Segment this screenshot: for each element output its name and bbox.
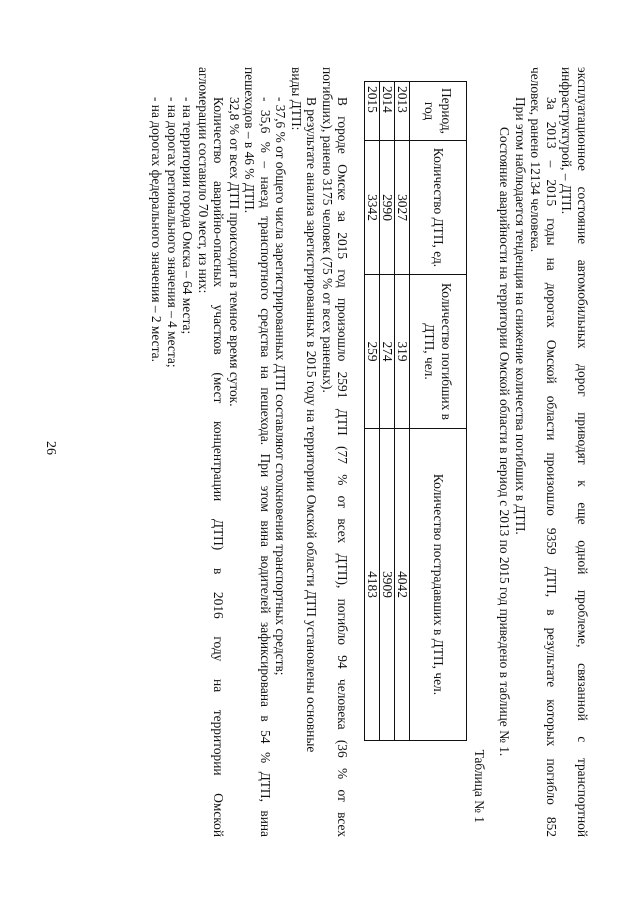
list-item: - на территории города Омска – 64 места;	[180, 97, 196, 335]
table-cell: 3342	[365, 141, 380, 275]
table-cell: 2990	[380, 141, 395, 275]
text-line: инфраструктурой, – ДТП.	[559, 67, 575, 215]
text-line: - 35,6 % – наезд транспортного средства на пешехода. При этом вина водителей зафиксирована в 54 % ДТП, вина	[258, 97, 273, 837]
table-cell: 3027	[395, 141, 410, 275]
table-cell: 3909	[380, 429, 395, 741]
table-cell: 2014	[380, 82, 395, 141]
column-header: Количество погибших в ДТП, чел.	[410, 275, 467, 429]
accident-table	[365, 81, 468, 741]
list-item: - на дорогах федерального значения – 2 места.	[149, 97, 165, 362]
column-header: Количество ДТП, ед.	[410, 141, 467, 275]
text-line: - 37,6 % от общего числа зарегистрированных ДТП составляют столкновения транспортных средств;	[273, 97, 289, 676]
text-line: В результате анализа зарегистрированных в 2015 году на территории Омской области ДТП установлены основные	[304, 97, 320, 753]
table-label: Таблица № 1	[472, 749, 487, 823]
text-line: За 2013 – 2015 годы на дорогах Омской области произошло 9359 ДТП, в результате которых погибло 852	[544, 97, 559, 837]
text-line: В городе Омске за 2015 год произошло 2591 ДТП (77 % от всех ДТП), погибло 94 человека (36 % от всех	[335, 97, 351, 837]
table-cell: 274	[380, 275, 395, 429]
column-header: Количество пострадавших в ДТП, чел.	[410, 429, 467, 741]
text-line: эксплуатационное состояние автомобильных дорог приводят к еще одной проблеме, связанной с транспортной	[575, 67, 590, 837]
table-cell: 319	[395, 275, 410, 429]
table-cell: 2015	[365, 82, 380, 141]
table-row	[365, 82, 380, 741]
text-line: погибших), ранено 3175 человек (75 % от всех раненых).	[320, 67, 335, 393]
table-cell: 4183	[365, 429, 380, 741]
list-item: - на дорогах регионального значения – 4 места;	[165, 97, 180, 368]
table-row	[380, 82, 395, 741]
table-cell: 4042	[395, 429, 410, 741]
text-line: агломерации составило 70 мест, из них:	[196, 67, 211, 294]
text-line: человек, ранено 12134 человека.	[528, 67, 544, 253]
page-number: 26	[43, 441, 58, 455]
table-cell: 2013	[395, 82, 410, 141]
text-line: пешеходов – в 46 % ДТП.	[242, 67, 258, 214]
table-header-row	[410, 82, 467, 741]
text-line: При этом наблюдается тенденция на снижение количества погибших в ДТП.	[513, 97, 528, 535]
table-row	[395, 82, 410, 741]
text-line: Количество аварийно-опасных участков (мест концентрации ДТП) в 2016 году на территории Омской	[211, 97, 227, 837]
text-line: 32,8 % от всех ДТП происходит в темное время суток.	[227, 97, 242, 407]
table-cell: 259	[365, 275, 380, 429]
text-line: Состояние аварийности на территории Омской области в период с 2013 по 2015 год приведено в таблице № 1.	[497, 127, 513, 757]
text-line: виды ДТП:	[289, 67, 304, 131]
rotated-page-content	[50, 67, 590, 837]
column-header: Период, год	[410, 82, 467, 141]
